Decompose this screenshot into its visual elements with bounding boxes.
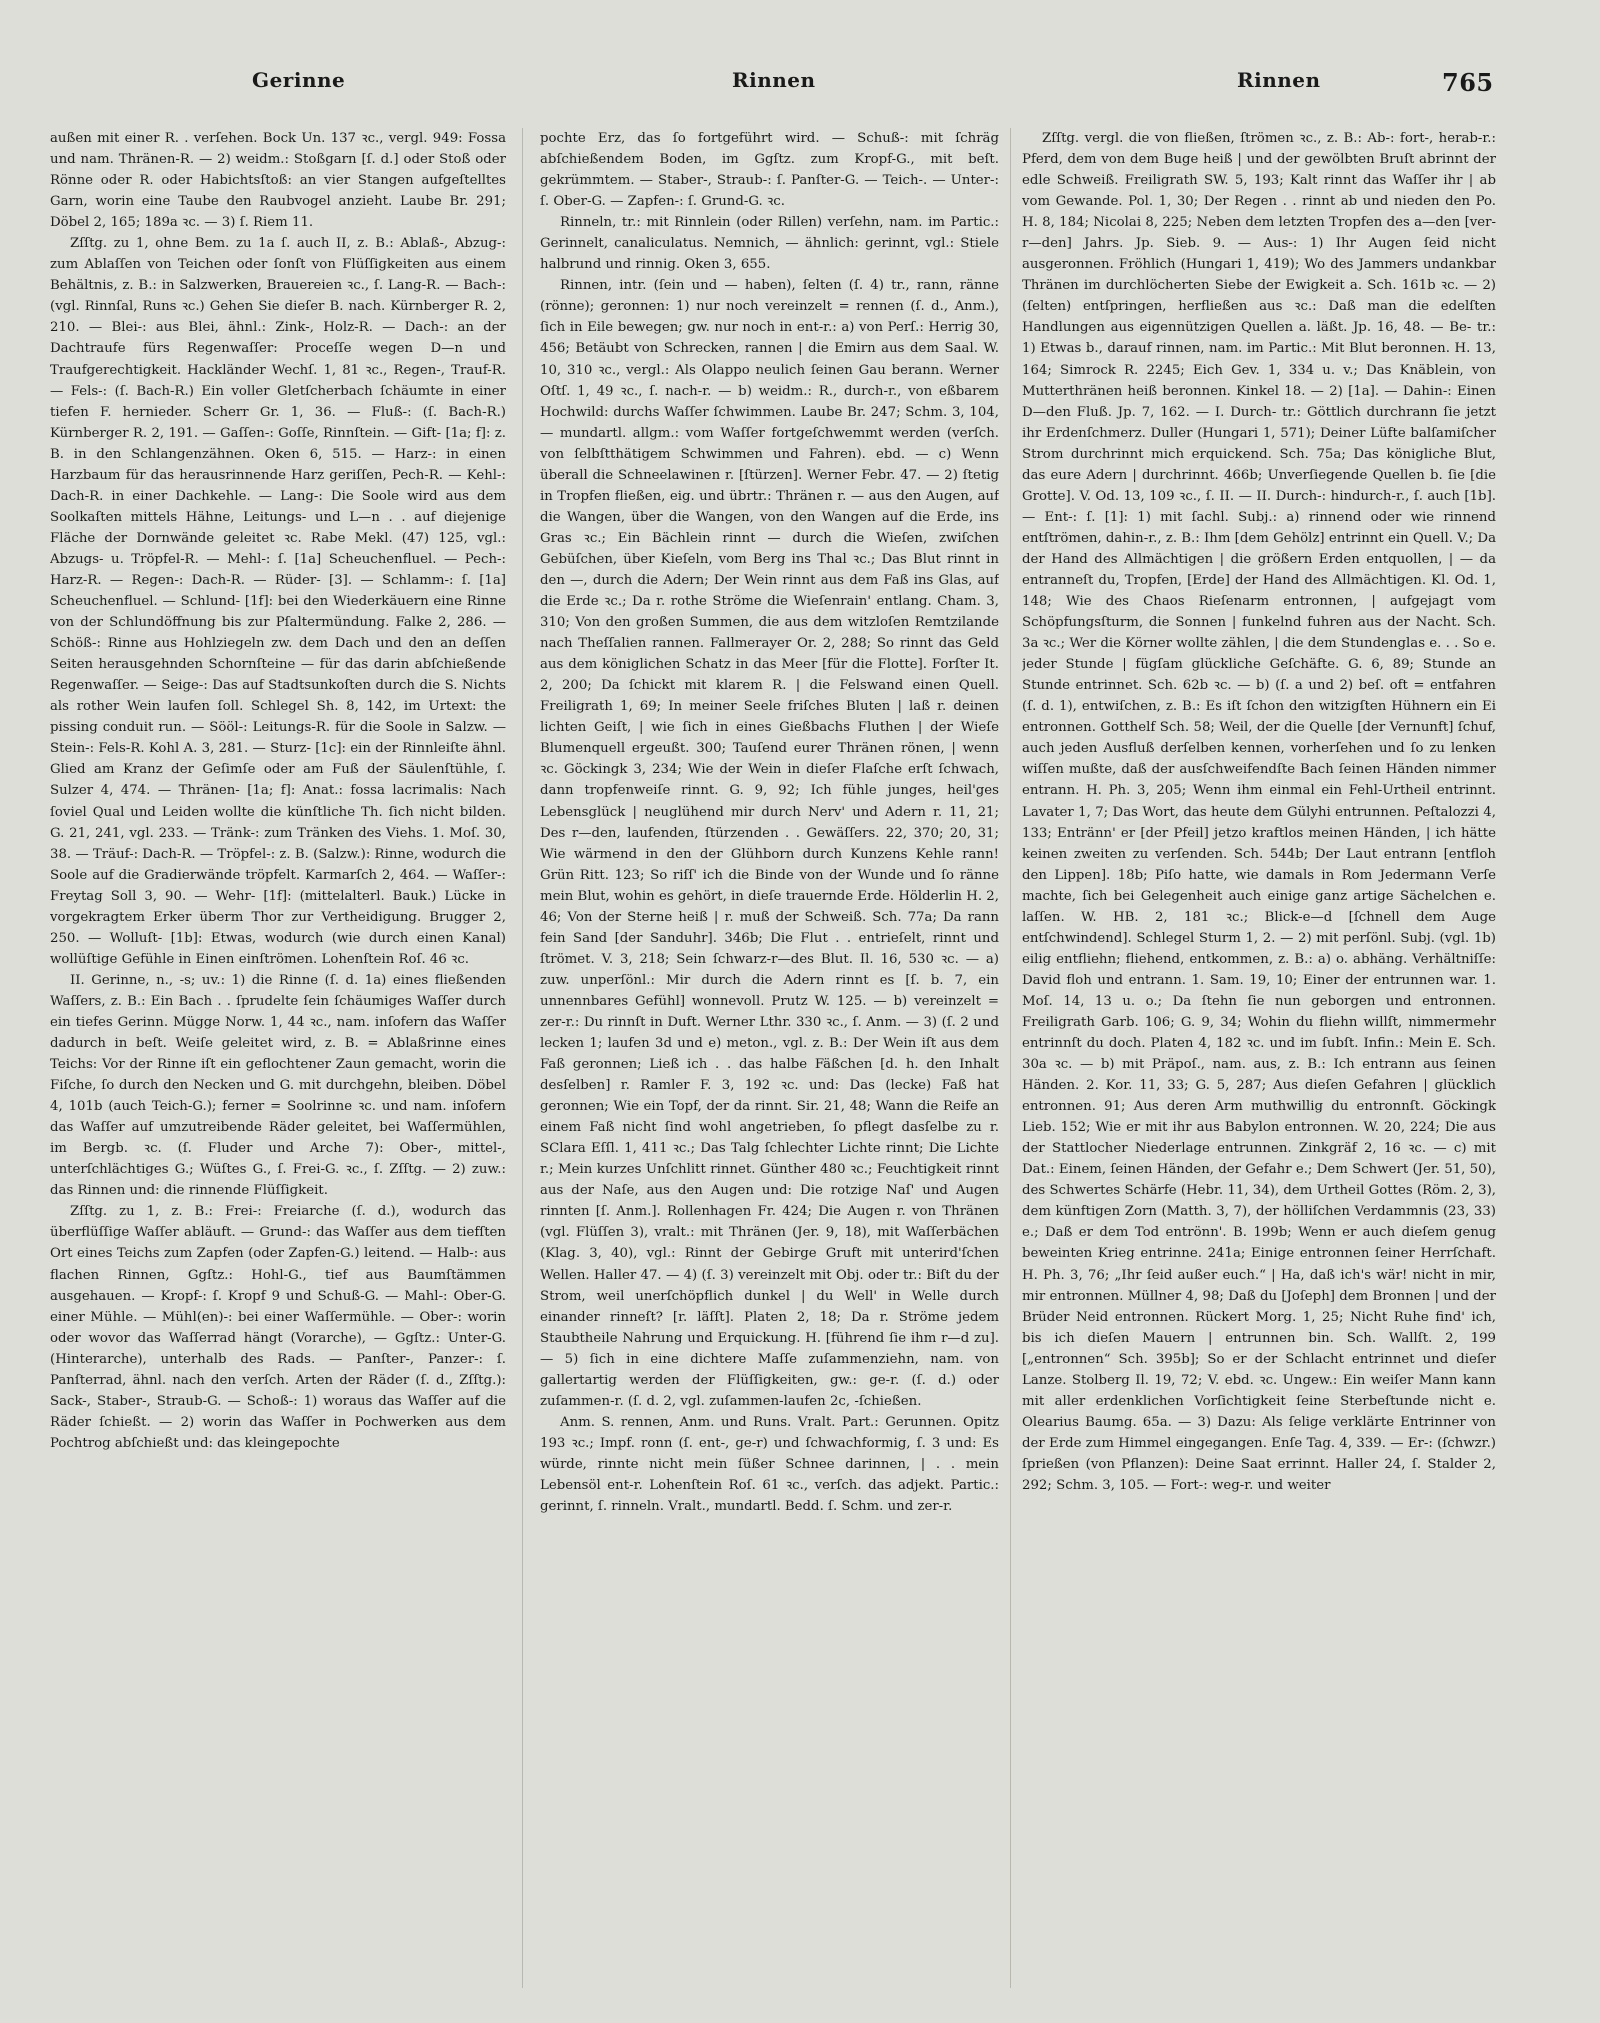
column-divider [522,128,523,1988]
paragraph: Zſſtg. zu 1, z. B.: Frei-: Freiarche (ſ. d.), wodurch das überflüſſige Waſſer abläuft. — Grund-: das Waſſer aus dem tiefſten Ort eines Teichs zum Zapfen (oder Zapfen-G.) leitend. — Halb-: aus flachen Rinnen, Ggſtz.: Hohl-G., tief aus Baumſtämmen ausgehauen. — Kropf-: ſ. Kropf 9 und Schuß-G. — Mahl-: Ober-G. einer Mühle. — Mühl(en)-: bei einer Waſſermühle. — Ober-: worin oder wovor das Waſſerrad hängt (Vorarche), — Ggſtz.: Unter-G. (Hinterarche), unterhalb des Rads. — Panſter-, Panzer-: ſ. Panſterrad, ähnl. nach den verſch. Arten der Räder (ſ. d., Zſſtg.): Sack-, Staber-, Straub-G. — Schoß-: 1) woraus das Waſſer auf die Räder ſchießt. — 2) worin das Waſſer in Pochwerken aus dem Pochtrog abſchießt und: das kleingepochte [50,1204,506,1451]
paragraph: Zſſtg. vergl. die von fließen, ſtrömen ꝛc., z. B.: Ab-: fort-, herab-r.: Pferd, dem von dem Buge heiß | und der gewölbten Bruſt abrinnt der edle Schweiß. Freiligrath SW. 5, 193; Kalt rinnt das Waſſer ihr | ab vom Gewande. Pol. 1, 30; Der Regen . . rinnt ab und nieden den Po. H. 8, 184; Nicolai 8, 225; Neben dem letzten Tropfen des a—den [ver-r—den] Jahrs. Jp. Sieb. 9. — Aus-: 1) Ihr Augen ſeid nicht ausgeronnen. Fröhlich (Hungari 1, 419); Wo des Jammers undankbar Thränen im durchlöcherten Siebe der Ewigkeit a. Sch. 161b ꝛc. — 2) (ſelten) entſpringen, herfließen aus ꝛc.: Daß man die edelſten Handlungen aus eigennützigen Quellen a. läßt. Jp. 16, 48. — Be- tr.: 1) Etwas b., darauf rinnen, nam. im Partic.: Mit Blut beronnen. H. 13, 164; Simrock R. 2245; Eich Gev. 1, 334 u. v.; Das Knäblein, von Mutterthränen heiß beronnen. Kinkel 18. — 2) [1a]. — Dahin-: Einen D—den Fluß. Jp. 7, 162. — I. Durch- tr.: Göttlich durchrann ſie jetzt ihr Erdenſchmerz. Duller (Hungari 1, 571); Deiner Lüfte balſamiſcher Strom durchrinnt mich erquickend. Sch. 75a; Das königliche Blut, das eure Adern | durchrinnt. 466b; Unverſiegende Quellen b. ſie [die Grotte]. V. Od. 13, 109 ꝛc., ſ. II. — II. Durch-: hindurch-r., ſ. auch [1b]. — Ent-: ſ. [1]: 1) mit ſachl. Subj.: a) rinnend oder wie rinnend entſtrömen, dahin-r., z. B.: Ihm [dem Gehölz] entrinnt ein Quell. V.; Da der Hand des Allmächtigen | die größern Erden entquollen, | — da entranneſt du, Tropfen, [Erde] der Hand des Allmächtigen. Kl. Od. 1, 148; Wie des Chaos Rieſenarm entronnen, | aufgejagt vom Schöpfungsſturm, die Sonnen | funkelnd fuhren aus der Nacht. Sch. 3a ꝛc.; Wer die Körner wollte zählen, | die dem Stundenglas e. . . So e. jeder Stunde | fügſam glückliche Geſchäfte. G. 6, 89; Stunde an Stunde entrinnet. Sch. 62b ꝛc. — b) (ſ. a und 2) beſ. oft = entfahren (ſ. d. 1), entwiſchen, z. B.: Es iſt ſchon den witzigſten Hühnern ein Ei entronnen. Gotthelf Sch. 58; Weil, der die Quelle [der Vernunft] ſchuf, auch jeden Ausfluß derſelben kennen, vorherſehen und ſo zu lenken wiſſen mußte, daß der ausſchweifendſte Bach ſeinen Händen nimmer entrann. H. Ph. 3, 205; Wenn ihm einmal ein Fehl-Urtheil entrinnt. Lavater 1, 7; Das Wort, das heute dem Gülyhi entrunnen. Peſtalozzi 4, 133; Entränn' er [der Pfeil] jetzo kraftlos meinen Händen, | ich hätte keinen zweiten zu verſenden. Sch. 544b; Der Laut entrann [entfloh den Lippen]. 18b; Piſo hatte, wie damals in Rom Jedermann Verſe machte, ſich bei Gelegenheit auch einige ganz artige Sächelchen e. laſſen. W. HB. 2, 181 ꝛc.; Blick-e—d [ſchnell dem Auge entſchwindend]. Schlegel Sturm 1, 2. — 2) mit perſönl. Subj. (vgl. 1b) eilig entfliehn; fliehend, entkommen, z. B.: a) o. abhäng. Verhältniſſe: David floh und entrann. 1. Sam. 19, 10; Einer der entrunnen war. 1. Moſ. 14, 13 u. o.; Da ſtehn ſie nun geborgen und entronnen. Freiligrath Garb. 106; G. 9, 34; Wohin du fliehn willſt, nimmermehr entrinnſt du doch. Platen 4, 182 ꝛc. und im ſubſt. Infin.: Mein E. Sch. 30a ꝛc. — b) mit Präpoſ., nam. aus, z. B.: Ich entrann aus ſeinen Händen. 2. Kor. 11, 33; G. 5, 287; Aus dieſen Gefahren | glücklich entronnen. 91; Aus deren Arm muthwillig du entronnſt. Göckingk Lieb. 152; Wie er mit ihr aus Babylon entronnen. W. 20, 224; Die aus der Stattlocher Niederlage entrunnen. Zinkgräf 2, 16 ꝛc. — c) mit Dat.: Einem, ſeinen Händen, der Gefahr e.; Dem Schwert (Jer. 51, 50), des Schwertes Schärfe (Hebr. 11, 34), dem Urtheil Gottes (Röm. 2, 3), dem künftigen Zorn (Matth. 3, 7), der hölliſchen Verdammnis (23, 33) e.; Daß er dem Tod entrönn'. B. 199b; Wenn er auch dieſem genug beweinten Krieg entrinne. 241a; Einige entronnen ſeiner Herrſchaft. H. Ph. 3, 76; „Ihr ſeid außer euch.“ | Ha, daß ich's wär! nicht in mir, mir entronnen. Müllner 4, 98; Daß du [Joſeph] dem Bronnen | und der Brüder Neid entronnen. Rückert Morg. 1, 25; Nicht Ruhe find' ich, bis ich dieſen Mauern | entrunnen bin. Sch. Wallſt. 2, 199 [„entronnen“ Sch. 395b]; So er der Schlacht entrinnet und dieſer Lanze. Stolberg Il. 19, 72; V. ebd. ꝛc. Ungew.: Ein weiſer Mann kann mit aller erdenklichen Vorſichtigkeit ſeine Sterbeſtunde nicht e. Olearius Baumg. 65a. — 3) Dazu: Als ſelige verklärte Entrinner von der Erde zum Himmel eingegangen. Enſe Tag. 4, 339. — Er-: (ſchwzr.) ſprießen (von Pflanzen): Deine Saat errinnt. Haller 24, ſ. Stalder 2, 292; Schm. 3, 105. — Fort-: weg-r. und weiter [1022,131,1496,1493]
paragraph: Anm. S. rennen, Anm. und Runs. Vralt. Part.: Gerunnen. Opitz 193 ꝛc.; Impf. ronn (ſ. ent-, ge-r) und ſchwachformig, ſ. 3 und: Es würde, rinnte nicht mein ſüßer Schnee darinnen, | . . mein Lebensöl ent-r. Lohenſtein Roſ. 61 ꝛc., verſch. das adjekt. Partic.: gerinnt, ſ. rinneln. Vralt., mundartl. Bedd. ſ. Schm. und zer-r. [540,1414,999,1515]
paragraph: Rinnen, intr. (ſein und — haben), ſelten (ſ. 4) tr., rann, ränne (rönne); geronnen: 1) nur noch vereinzelt = rennen (ſ. d., Anm.), ſich in Eile bewegen; gw. nur noch in ent-r.: a) von Perſ.: Herrig 30, 456; Betäubt von Schrecken, rannen | die Emirn aus dem Saal. W. 10, 310 ꝛc., vergl.: Als Olappo neulich ſeinen Gau berann. Werner Oſtſ. 1, 49 ꝛc., ſ. nach-r. — b) weidm.: R., durch-r., von eßbarem Hochwild: durchs Waſſer ſchwimmen. Laube Br. 247; Schm. 3, 104, — mundartl. allgm.: vom Waſſer fortgeſchwemmt werden (verſch. von ſelbſtthätigem Schwimmen und Fahren). ebd. — c) Wenn überall die Schneelawinen r. [ſtürzen]. Werner Febr. 47. — 2) ſtetig in Tropfen fließen, eig. und übrtr.: Thränen r. — aus den Augen, auf die Wangen, über die Wangen, von den Wangen auf die Erde, ins Gras ꝛc.; Ein Bächlein rinnt — durch die Wieſen, zwiſchen Gebüſchen, über Kieſeln, vom Berg ins Thal ꝛc.; Das Blut rinnt in den —, durch die Adern; Der Wein rinnt aus dem Faß ins Glas, auf die Erde ꝛc.; Da r. rothe Ströme die Wieſenrain' entlang. Cham. 3, 310; Von den großen Summen, die aus dem witzloſen Remtzilande nach Theſſalien rannen. Fallmerayer Or. 2, 288; So rinnt das Geld aus dem königlichen Schatz in das Meer [für die Flotte]. Forſter It. 2, 200; Da ſchickt mit klarem R. | die Felswand einen Quell. Freiligrath 1, 69; In meiner Seele friſches Bluten | laß r. deinen lichten Geiſt, | wie ſich in eines Gießbachs Fluthen | der Wieſe Blumenquell ergeußt. 300; Tauſend eurer Thränen rönen, | wenn ꝛc. Göckingk 3, 234; Wie der Wein in dieſer Flaſche erſt ſchwach, dann tropfenweiſe rinnt. G. 9, 92; Ich fühle junges, heil'ges Lebensglück | neuglühend mir durch Nerv' und Adern r. 11, 21; Des r—den, laufenden, ſtürzenden . . Gewäſſers. 22, 370; 20, 31; Wie wärmend in den der Glühborn durch Kunzens Kehle rann! Grün Ritt. 123; So riſſ' ich die Binde von der Wunde und ſo ränne mein Blut, wohin es gehört, in dieſe trauernde Erde. Hölderlin H. 2, 46; Von der Sterne heiß | r. muß der Schweiß. Sch. 77a; Da rann fein Sand [der Sanduhr]. 346b; Die Flut . . entrieſelt, rinnt und ſtrömet. V. 3, 218; Sein ſchwarz-r—des Blut. Il. 16, 530 ꝛc. — a) zuw. unperſönl.: Mir durch die Adern rinnt es [ſ. b. 7, ein unnennbares Gefühl] wonnevoll. Prutz W. 125. — b) vereinzelt = zer-r.: Du rinnſt in Duft. Werner Lthr. 330 ꝛc., ſ. Anm. — 3) (ſ. 2 und lecken 1; laufen 3d und e) meton., vgl. z. B.: Der Wein iſt aus dem Faß geronnen; Ließ ich . . das halbe Fäßchen [d. h. den Inhalt desſelben] r. Ramler F. 3, 192 ꝛc. und: Das (lecke) Faß hat geronnen; Wie ein Topf, der da rinnt. Sir. 21, 48; Wann die Reife an einem Faß nicht ſind wohl angetrieben, ſo pflegt dasſelbe zu r. SClara Eſſl. 1, 411 ꝛc.; Das Talg ſchlechter Lichte rinnt; Die Lichte r.; Mein kurzes Unſchlitt rinnet. Günther 480 ꝛc.; Feuchtigkeit rinnt aus der Naſe, aus den Augen und: Die rotzige Naſ' und Augen rinnten [ſ. Anm.]. Rollenhagen Fr. 424; Die Augen r. von Thränen (vgl. Flüſſen 3), vralt.: mit Thränen (Jer. 9, 18), mit Waſſerbächen (Klag. 3, 40), vgl.: Rinnt der Gebirge Gruft mit unterird'ſchen Wellen. Haller 47. — 4) (ſ. 3) vereinzelt mit Obj. oder tr.: Biſt du der Strom, weil unerſchöpflich dunkel | du Well' in Welle durch einander rinneſt? [r. läſſt]. Platen 2, 18; Da r. Ströme jedem Staubtheile Nahrung und Erquickung. H. [führend ſie ihm r—d zu]. — 5) ſich in eine dichtere Maſſe zuſammenziehn, nam. von gallertartig werden der Flüſſigkeiten, gw.: ge-r. (ſ. d.) oder zuſammen-r. (ſ. d. 2, vgl. zuſammen-laufen 2c, -ſchießen. [540,278,999,1409]
header-center-word: Rinnen [732,68,816,92]
column-left [50,128,506,1998]
paragraph: Rinneln, tr.: mit Rinnlein (oder Rillen) verſehn, nam. im Partic.: Gerinnelt, canaliculatus. Nemnich, — ähnlich: gerinnt, vgl.: Stiele halbrund und rinnig. Oken 3, 655. [540,215,999,273]
paragraph: pochte Erz, das ſo fortgeführt wird. — Schuß-: mit ſchräg abſchießendem Boden, im Ggſtz. zum Kropf-G., mit beſt. gekrümmtem. — Staber-, Straub-: ſ. Panſter-G. — Teich-. — Unter-: ſ. Ober-G. — Zapfen-: ſ. Grund-G. ꝛc. [540,131,999,210]
page-number: 765 [1442,68,1494,97]
column-right [1022,128,1496,1998]
page-header [92,68,1492,104]
paragraph: II. Gerinne, n., -s; uv.: 1) die Rinne (ſ. d. 1a) eines fließenden Waſſers, z. B.: Ein Bach . . ſprudelte ſein ſchäumiges Waſſer durch ein tiefes Gerinn. Mügge Norw. 1, 44 ꝛc., nam. inſofern das Waſſer dadurch in beſt. Weiſe geleitet wird, z. B. = Ablaßrinne eines Teichs: Vor der Rinne iſt ein geflochtener Zaun gemacht, worin die Fiſche, ſo durch den Necken und G. mit durchgehn, bleiben. Döbel 4, 101b (auch Teich-G.); ferner = Soolrinne ꝛc. und nam. inſofern das Waſſer auf umzutreibende Räder geleitet, bei Waſſermühlen, im Bergb. ꝛc. (ſ. Fluder und Arche 7): Ober-, mittel-, unterſchlächtiges G.; Wüſtes G., ſ. Frei-G. ꝛc., ſ. Zſſtg. — 2) zuw.: das Rinnen und: die rinnende Flüſſigkeit. [50,972,506,1199]
header-right-word: Rinnen [1237,68,1321,92]
paragraph: außen mit einer R. . verſehen. Bock Un. 137 ꝛc., vergl. 949: Fossa und nam. Thränen-R. — 2) weidm.: Stoßgarn [ſ. d.] oder Stoß oder Rönne oder R. oder Habichtsſtoß: an vier Stangen aufgeſtelltes Garn, worin eine Taube den Raubvogel anzieht. Laube Br. 291; Döbel 2, 165; 189a ꝛc. — 3) ſ. Riem 11. [50,131,506,231]
column-middle [540,128,999,1998]
header-left-word: Gerinne [252,68,346,92]
column-divider [1010,128,1011,1988]
paragraph: Zſſtg. zu 1, ohne Bem. zu 1a ſ. auch II, z. B.: Ablaß-, Abzug-: zum Ablaſſen von Teichen oder ſonſt von Flüſſigkeiten aus einem Behältnis, z. B.: in Salzwerken, Brauereien ꝛc., ſ. Lang-R. — Bach-: (vgl. Rinnſal, Runs ꝛc.) Gehen Sie dieſer B. nach. Kürnberger R. 2, 210. — Blei-: aus Blei, ähnl.: Zink-, Holz-R. — Dach-: an der Dachtraufe fürs Regenwaſſer: Proceſſe wegen D—n und Traufgerechtigkeit. Hackländer Wechſ. 1, 81 ꝛc., Regen-, Trauf-R. — Fels-: (ſ. Bach-R.) Ein voller Gletſcherbach ſchäumte in einer tiefen F. hernieder. Scherr Gr. 1, 36. — Fluß-: (ſ. Bach-R.) Kürnberger R. 2, 191. — Gaſſen-: Goſſe, Rinnſtein. — Gift- [1a; f]: z. B. in den Schlangenzähnen. Oken 6, 515. — Harz-: in einen Harzbaum für das herausrinnende Harz geriſſen, Pech-R. — Kehl-: Dach-R. in einer Dachkehle. — Lang-: Die Soole wird aus dem Soolkaſten mittels Hähne, Leitungs- und L—n . . auf diejenige Fläche der Dornwände geleitet ꝛc. Rabe Mekl. (47) 125, vgl.: Abzugs- u. Tröpfel-R. — Mehl-: ſ. [1a] Scheuchenfluel. — Pech-: Harz-R. — Regen-: Dach-R. — Rüder- [3]. — Schlamm-: ſ. [1a] Scheuchenfluel. — Schlund- [1f]: bei den Wiederkäuern eine Rinne von der Schlundöffnung bis zur Pſaltermündung. Falke 2, 286. — Schöß-: Rinne aus Hohlziegeln zw. dem Dach und den an deſſen Seiten herausgehnden Schornſteine — für das darin abſchießende Regenwaſſer. — Seige-: Das auf Stadtsunkoſten durch die S. Nichts als rother Wein laufen ſoll. Schlegel Sh. 8, 142, im Urtext: the pissing conduit run. — Sööl-: Leitungs-R. für die Soole in Salzw. — Stein-: Fels-R. Kohl A. 3, 281. — Sturz- [1c]: ein der Rinnleiſte ähnl. Glied am Kranz der Geſimſe oder am Fuß der Säulenſtühle, ſ. Sulzer 4, 474. — Thränen- [1a; f]: Anat.: fossa lacrimalis: Nach ſoviel Qual und Leiden wollte die künſtliche Th. ſich nicht bilden. G. 21, 241, vgl. 233. — Tränk-: zum Tränken des Viehs. 1. Moſ. 30, 38. — Träuf-: Dach-R. — Tröpfel-: z. B. (Salzw.): Rinne, wodurch die Soole auf die Gradierwände tröpfelt. Karmarſch 2, 464. — Waſſer-: Freytag Soll 3, 90. — Wehr- [1f]: (mittelalterl. Bauk.) Lücke in vorgekragtem Erker überm Thor zur Vertheidigung. Brugger 2, 250. — Wolluſt- [1b]: Etwas, wodurch (wie durch einen Kanal) wollüſtige Gefühle in Einen einſtrömen. Lohenſtein Roſ. 46 ꝛc. [50,236,506,967]
